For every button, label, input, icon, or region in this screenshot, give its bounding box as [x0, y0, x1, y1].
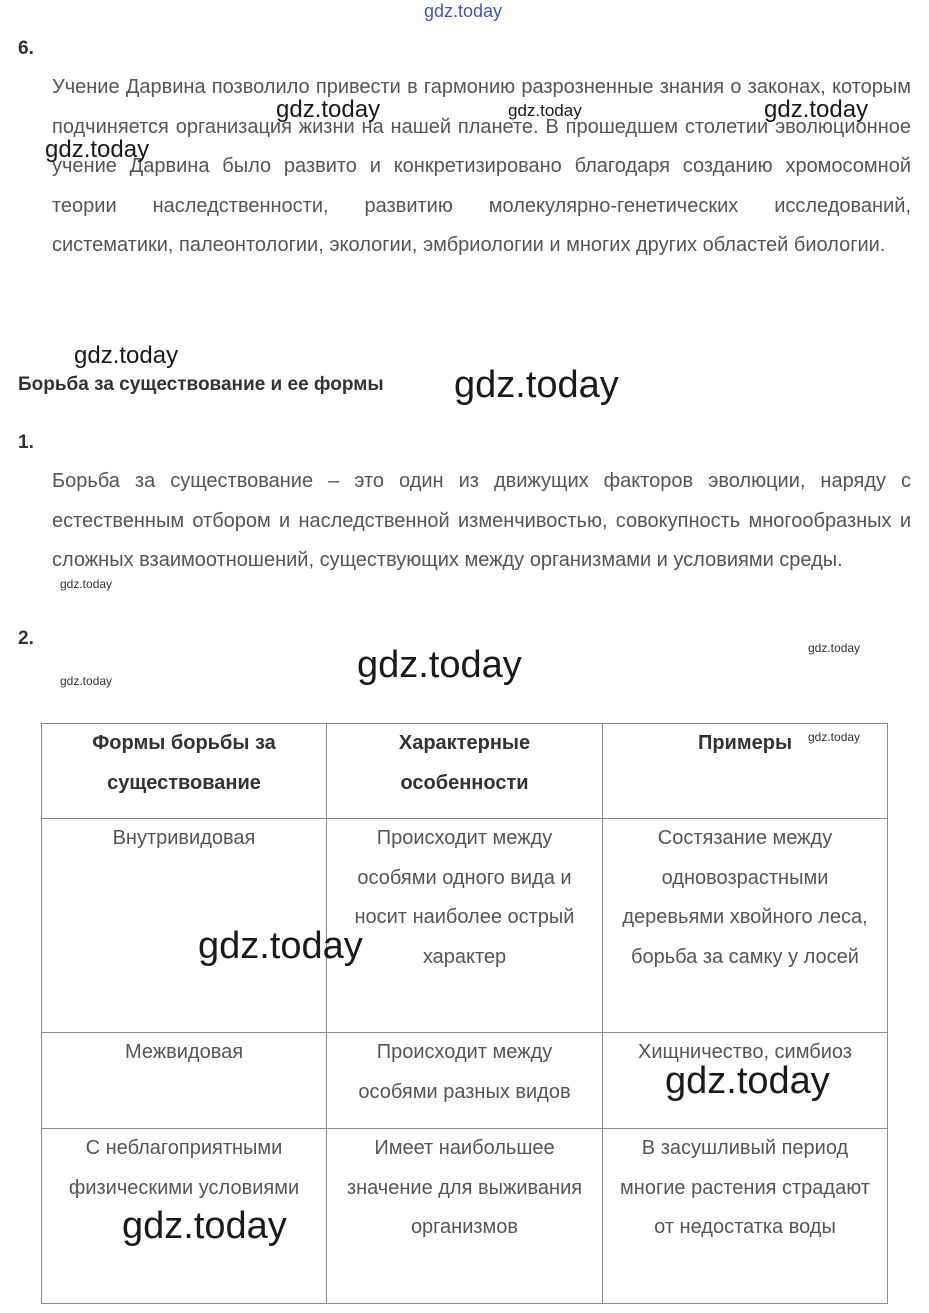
watermark: gdz.today: [764, 96, 869, 123]
table-cell: Происходит между особями одного вида и носит наиболее острый характер: [327, 819, 603, 1033]
watermark: gdz.today: [276, 96, 381, 123]
section-1-number: 1.: [18, 432, 34, 453]
watermark: gdz.today: [45, 136, 150, 163]
watermark: gdz.today: [74, 342, 179, 369]
section-6-text: Учение Дарвина позволило привести в гармонию разрозненные знания о законах, которым подчиняется организация жизни на нашей планете. В прошедшем столетии эволюционное учение Дарвина было развито и конкретизировано благодаря созданию хромосомной теории наследственности, развитию молекулярно-генетических исследований, систематики, палеонтологии, экологии, эмбриологии и многих других областей биологии.: [52, 76, 911, 256]
table-header-cell: Примеры: [603, 724, 888, 819]
table-cell: Хищничество, симбиоз: [603, 1033, 888, 1129]
watermark: gdz.today: [665, 1060, 830, 1102]
watermark: gdz.today: [424, 1, 503, 21]
section-6-number: 6.: [18, 38, 34, 59]
table-cell: Происходит между особями разных видов: [327, 1033, 603, 1129]
watermark: gdz.today: [508, 101, 582, 120]
table-header-cell: Характерные особенности: [327, 724, 603, 819]
table-cell: Имеет наибольшее значение для выживания организмов: [327, 1129, 603, 1304]
section-heading: Борьба за существование и ее формы: [18, 374, 384, 395]
table-cell: Межвидовая: [42, 1033, 327, 1129]
table-cell: В засушливый период многие растения страдают от недостатка воды: [603, 1129, 888, 1304]
watermark: gdz.today: [60, 577, 113, 591]
section-2-number: 2.: [18, 628, 34, 649]
watermark: gdz.today: [454, 364, 619, 406]
watermark: gdz.today: [808, 730, 861, 744]
section-1-text: Борьба за существование – это один из движущих факторов эволюции, наряду с естественным отбором и наследственной изменчивостью, совокупность многообразных и сложных взаимоотношений, существующих между организмами и условиями среды.: [52, 470, 911, 571]
table-header-row: [42, 724, 888, 819]
watermark: gdz.today: [60, 674, 113, 688]
watermark: gdz.today: [808, 641, 861, 655]
table-cell: Внутривидовая: [42, 819, 327, 1033]
table-row: [42, 819, 888, 1033]
table-header-cell: Формы борьбы за существование: [42, 724, 327, 819]
watermark: gdz.today: [122, 1205, 287, 1247]
table-cell: С неблагоприятными физическими условиями: [42, 1129, 327, 1304]
watermark: gdz.today: [357, 644, 522, 686]
watermark: gdz.today: [198, 925, 363, 967]
table-cell: Состязание между одновозрастными деревьями хвойного леса, борьба за самку у лосей: [603, 819, 888, 1033]
